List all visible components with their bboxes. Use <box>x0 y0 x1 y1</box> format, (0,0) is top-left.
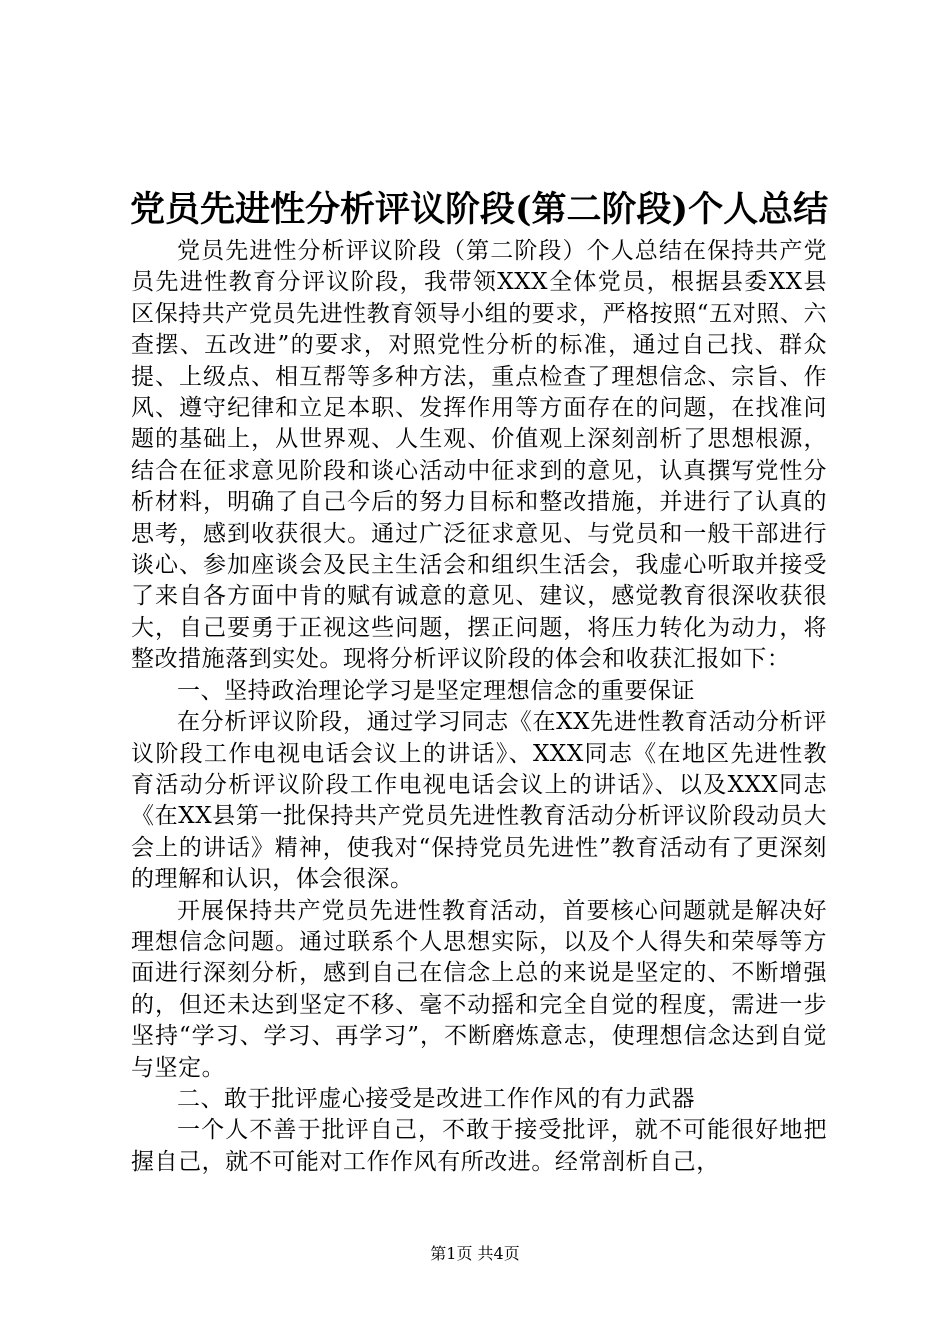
document-body <box>131 236 827 1178</box>
section-heading-2: 二、敢于批评虚心接受是改进工作作风的有力武器 <box>177 1085 696 1112</box>
document-title: 党员先进性分析评议阶段(第二阶段)个人总结 <box>130 189 829 230</box>
body-paragraph: 一个人不善于批评自己，不敢于接受批评，就不可能很好地把握自己，就不可能对工作作风有所改进。经常剖析自己， <box>131 1117 827 1175</box>
page-number-footer: 第1页 共4页 <box>430 1244 520 1263</box>
section-heading-1: 一、坚持政治理论学习是坚定理想信念的重要保证 <box>177 677 696 704</box>
intro-paragraph: 党员先进性分析评议阶段（第二阶段）个人总结在保持共产党员先进性教育分评议阶段，我带领XXX全体党员，根据县委XX县区保持共产党员先进性教育领导小组的要求，严格按照“五对照、六查摆、五改进”的要求，对照党性分析的标准，通过自己找、群众提、上级点、相互帮等多种方法，重点检查了理想信念、宗旨、作风、遵守纪律和立足本职、发挥作用等方面存在的问题，在找准问题的基础上，从世界观、人生观、价值观上深刻剖析了思想根源，结合在征求意见阶段和谈心活动中征求到的意见，认真撰写党性分析材料，明确了自己今后的努力目标和整改措施，并进行了认真的思考，感到收获很大。通过广泛征求意见、与党员和一般干部进行谈心、参加座谈会及民主生活会和组织生活会，我虚心听取并接受了来自各方面中肯的赋有诚意的意见、建议，感觉教育很深收获很大，自己要勇于正视这些问题，摆正问题，将压力转化为动力，将整改措施落到实处。现将分析评议阶段的体会和收获汇报如下： <box>131 238 827 673</box>
body-paragraph: 开展保持共产党员先进性教育活动，首要核心问题就是解决好理想信念问题。通过联系个人思想实际，以及个人得失和荣辱等方面进行深刻分析，感到自己在信念上总的来说是坚定的、不断增强的，但还未达到坚定不移、毫不动摇和完全自觉的程度，需进一步坚持“学习、学习、再学习”，不断磨炼意志，使理想信念达到自觉与坚定。 <box>131 897 827 1081</box>
body-paragraph: 在分析评议阶段，通过学习同志《在XX先进性教育活动分析评议阶段工作电视电话会议上的讲话》、XXX同志《在地区先进性教育活动分析评议阶段工作电视电话会议上的讲话》、以及XXX同志《在XX县第一批保持共产党员先进性教育活动分析评议阶段动员大会上的讲话》精神，使我对“保持党员先进性”教育活动有了更深刻的理解和认识，体会很深。 <box>131 709 827 893</box>
